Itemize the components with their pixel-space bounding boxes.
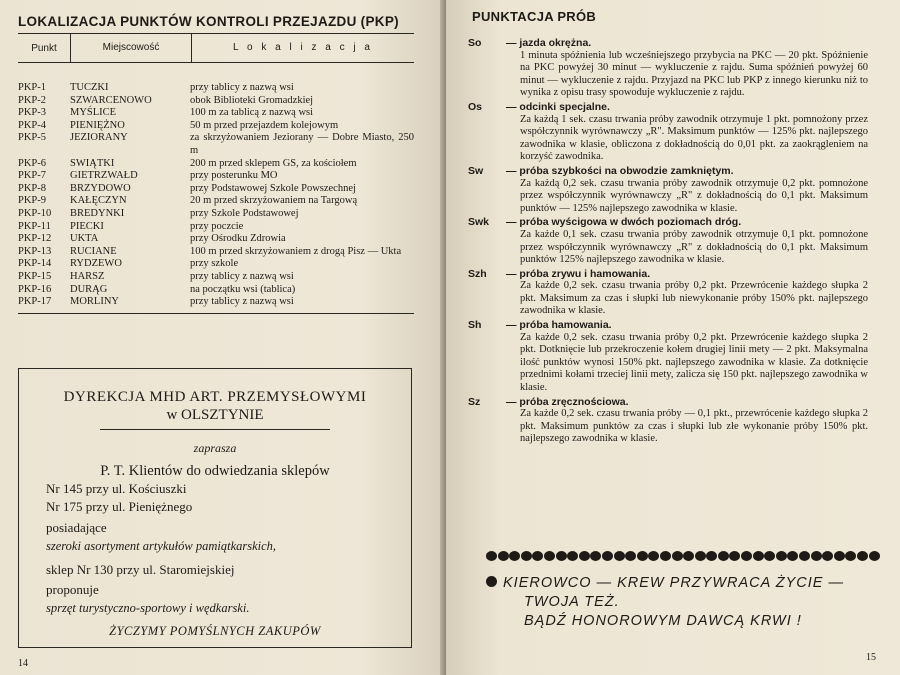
table-header	[18, 33, 414, 63]
cell-miejscowosc: KAŁĘCZYN	[70, 195, 127, 207]
cell-lokalizacja: przy Podstawowej Szkole Powszechnej	[190, 182, 356, 194]
scoring-item-heading	[468, 216, 868, 229]
cell-miejscowosc: HARSZ	[70, 270, 105, 282]
table-row	[18, 120, 414, 133]
scoring-item-title: — próba hamowania.	[506, 319, 612, 332]
header-miejscowosc: Miejscowość	[70, 34, 191, 62]
cell-punkt: PKP-11	[18, 220, 51, 232]
table-row	[18, 107, 414, 120]
cell-punkt: PKP-6	[18, 157, 47, 169]
scoring-item-code: Os	[468, 100, 483, 113]
slogan-line-1: KIEROWCO — KREW PRZYWRACA ŻYCIE —	[503, 575, 845, 591]
scoring-item-heading	[468, 319, 868, 332]
cell-miejscowosc: PIENIĘŻNO	[70, 119, 125, 131]
scoring-item	[468, 216, 868, 266]
bead-icon	[579, 551, 590, 561]
slogan-line-3: BĄDŹ HONOROWYM DAWCĄ KRWI !	[524, 613, 802, 629]
bead-icon	[602, 551, 613, 561]
cell-lokalizacja: przy posterunku MO	[190, 170, 278, 182]
cell-miejscowosc: BREDYNKI	[70, 207, 125, 219]
bead-icon	[857, 551, 868, 561]
table-row	[18, 82, 414, 95]
scoring-item-heading	[468, 37, 868, 50]
table-row	[18, 183, 414, 196]
scoring-item-heading	[468, 101, 868, 114]
scoring-item	[468, 319, 868, 395]
scoring-item-title: — próba zrywu i hamowania.	[506, 267, 651, 280]
ad-assortment-1: szeroki asortyment artykułów pamiątkarskich,	[46, 539, 277, 553]
slogan-line-2: TWOJA TEŻ.	[524, 594, 620, 610]
bead-icon	[729, 551, 740, 561]
right-page	[446, 0, 900, 675]
table-row	[18, 95, 414, 108]
cell-miejscowosc: TUCZKI	[70, 82, 109, 93]
scoring-item-title: — próba wyścigowa w dwóch poziomach dróg.	[506, 216, 742, 229]
cell-punkt: PKP-13	[18, 245, 52, 257]
table-body	[18, 82, 414, 314]
blood-donor-slogan	[486, 574, 886, 631]
bead-icon	[637, 551, 648, 561]
cell-punkt: PKP-1	[18, 82, 47, 93]
bead-icon	[567, 551, 578, 561]
bead-icon	[625, 551, 636, 561]
header-lokalizacja: L o k a l i z a c j a	[191, 34, 414, 62]
ad-offers: proponuje	[46, 582, 99, 597]
bead-icon	[683, 551, 694, 561]
cell-lokalizacja: przy tablicy z nazwą wsi	[190, 82, 294, 93]
page-number-right: 15	[866, 652, 876, 663]
ad-divider	[100, 429, 330, 430]
bead-icon	[532, 551, 543, 561]
bead-icon	[590, 551, 601, 561]
ad-invites: zaprasza	[193, 441, 237, 455]
cell-punkt: PKP-8	[18, 182, 47, 194]
cell-punkt: PKP-16	[18, 283, 52, 295]
scoring-item-title: — próba zręcznościowa.	[506, 395, 629, 408]
cell-punkt: PKP-10	[18, 207, 52, 219]
table-row	[18, 158, 414, 171]
cell-miejscowosc: BRZYDOWO	[70, 182, 131, 194]
cell-miejscowosc: DURĄG	[70, 283, 108, 295]
scoring-item-text: Za każdą 0,2 sek. czasu trwania próby zawodnik otrzymuje 0,2 pkt. pomnożone przez współczynnik wyrównawczy „R" z dokładnością do 0,1 pkt. Maksimum punktów — 125% najlepszego zawodnika w klasie.	[520, 177, 868, 214]
cell-lokalizacja: przy Szkole Podstawowej	[190, 207, 299, 219]
cell-lokalizacja: przy tablicy z nazwą wsi	[190, 270, 294, 282]
scoring-item-code: So	[468, 37, 482, 49]
cell-punkt: PKP-9	[18, 195, 47, 207]
cell-miejscowosc: MORLINY	[70, 296, 119, 308]
scoring-item	[468, 268, 868, 318]
cell-miejscowosc: SWIĄTKI	[70, 157, 115, 169]
scoring-item	[468, 37, 868, 100]
bullet-dot-icon	[486, 576, 497, 587]
cell-lokalizacja: 200 m przed sklepem GS, za kościołem	[190, 157, 357, 169]
bead-icon	[695, 551, 706, 561]
scoring-item-text: 1 minuta spóźnienia lub wcześniejszego przybycia na PKC — 20 pkt. Spóźnienie na PKC powyżej 30 minut — wykluczenie z rajdu. Suma spóźnień powyżej 60 minut — wykluczenie z rajdu. Przyjazd na PKC lub PKP z innego kierunku niż to wynika z opisu trasy spowoduje wykluczenie z rajdu.	[520, 49, 868, 99]
cell-punkt: PKP-2	[18, 94, 47, 106]
cell-punkt: PKP-12	[18, 233, 52, 245]
cell-punkt: PKP-3	[18, 107, 47, 119]
ad-closing: ŻYCZYMY POMYŚLNYCH ZAKUPÓW	[109, 624, 321, 638]
scoring-item	[468, 396, 868, 446]
cell-punkt: PKP-15	[18, 270, 52, 282]
cell-lokalizacja: przy szkole	[190, 258, 239, 270]
bead-icon	[660, 551, 671, 561]
table-row	[18, 284, 414, 297]
bead-icon	[544, 551, 555, 561]
page-number-left: 14	[18, 658, 28, 669]
cell-miejscowosc: GIETRZWAŁD	[70, 170, 138, 182]
cell-miejscowosc: RUCIANE	[70, 245, 117, 257]
cell-lokalizacja: obok Biblioteki Gromadzkiej	[190, 94, 314, 106]
table-row	[18, 246, 414, 259]
bead-icon	[486, 551, 497, 561]
table-row	[18, 221, 414, 234]
cell-punkt: PKP-5	[18, 132, 47, 144]
cell-lokalizacja: przy tablicy z nazwą wsi	[190, 296, 294, 308]
cell-lokalizacja: przy Ośrodku Zdrowia	[190, 233, 286, 245]
scoring-item-title: — jazda okrężna.	[506, 37, 592, 49]
bead-icon	[776, 551, 787, 561]
cell-lokalizacja: 100 m przed skrzyżowaniem z drogą Pisz — Ukta	[190, 245, 402, 257]
cell-miejscowosc: SZWARCENOWO	[70, 94, 152, 106]
scoring-item-heading	[468, 165, 868, 178]
bead-icon	[521, 551, 532, 561]
cell-lokalizacja: 20 m przed skrzyżowaniem na Targową	[190, 195, 358, 207]
bead-icon	[834, 551, 845, 561]
cell-punkt: PKP-17	[18, 296, 52, 308]
table-row	[18, 271, 414, 284]
cell-punkt: PKP-14	[18, 258, 52, 270]
cell-miejscowosc: PIECKI	[70, 220, 104, 232]
scoring-items	[468, 37, 868, 447]
scoring-item-text: Za każde 0,2 sek. czasu trwania próby 0,2 pkt. Przewrócenie każdego słupka 2 pkt. Dotknięcie lub przekroczenie kołem drugiej linii mety — 2 pkt. Maksymalna ilość punktów wynosi 150% pkt. najlepszego zawodnika w klasie. Za dotknięcie przednimi kołami trzeciej linii mety, zalicza się 150 pkt. najlepszego zawodnika w klasie.	[520, 331, 868, 394]
bead-icon	[672, 551, 683, 561]
shop-advertisement	[18, 368, 412, 648]
cell-lokalizacja: przy poczcie	[190, 220, 244, 232]
scoring-item	[468, 165, 868, 215]
bead-icon	[556, 551, 567, 561]
cell-miejscowosc: UKTA	[70, 233, 99, 245]
table-row	[18, 233, 414, 246]
left-page	[0, 0, 446, 675]
bead-icon	[753, 551, 764, 561]
header-punkt: Punkt	[31, 42, 57, 54]
scoring-title: PUNKTACJA PRÓB	[472, 9, 597, 24]
ad-shop-1: Nr 145 przy ul. Kościuszki	[46, 481, 187, 496]
ad-clients: P. T. Klientów do odwiedzania sklepów	[100, 463, 330, 479]
table-row	[18, 195, 414, 208]
bead-icon	[787, 551, 798, 561]
bead-icon	[845, 551, 856, 561]
ad-company-name: DYREKCJA MHD ART. PRZEMYSŁOWYMI	[63, 389, 367, 405]
scoring-item-text: Za każdą 1 sek. czasu trwania próby zawodnik otrzymuje 1 pkt. pomnożony przez współczynnik wyrównawczy „R". Maksimum punktów — 125% pkt. najlepszego zawodnika w klasie, obliczona z dokładnością do 0,01 pkt. za zaokrągleniem na korzyść zawodnika.	[520, 113, 868, 163]
table-row	[18, 132, 414, 157]
control-points-table	[18, 33, 414, 314]
cell-punkt: PKP-7	[18, 170, 47, 182]
scoring-item-title: — próba szybkości na obwodzie zamkniętym.	[506, 164, 734, 177]
scoring-item-code: Swk	[468, 216, 490, 229]
ad-shop-2: Nr 175 przy ul. Pieniężnego	[46, 499, 193, 514]
scoring-item-text: Za każde 0,2 sek. czasu trwania próby 0,2 pkt. Przewrócenie każdego słupka 2 pkt. Maksimum za czas i słupki lub niewykonanie próby 150% pkt. najlepszego zawodnika w klasie.	[520, 280, 868, 317]
cell-miejscowosc: MYŚLICE	[70, 107, 117, 119]
bead-icon	[498, 551, 509, 561]
scoring-item-code: Sh	[468, 319, 482, 332]
scoring-item-text: Za każde 0,2 sek. czasu trwania próby — 0,1 pkt., przewrócenie każdego słupka 2 pkt. Maksimum punktów za czas i słupki lub złe wykonanie próby 150% pkt. najlepszego zawodnika w klasie.	[520, 408, 868, 445]
bead-icon	[614, 551, 625, 561]
cell-lokalizacja: 50 m przed przejazdem kolejowym	[190, 119, 339, 131]
table-row	[18, 208, 414, 221]
cell-lokalizacja: na początku wsi (tablica)	[190, 283, 296, 295]
scoring-item	[468, 101, 868, 164]
bead-icon	[741, 551, 752, 561]
bead-icon	[764, 551, 775, 561]
control-points-title: LOKALIZACJA PUNKTÓW KONTROLI PRZEJAZDU (PKP)	[18, 14, 399, 29]
cell-miejscowosc: JEZIORANY	[70, 132, 128, 144]
scoring-item-title: — odcinki specjalne.	[506, 100, 610, 113]
table-row	[18, 258, 414, 271]
cell-punkt: PKP-4	[18, 119, 47, 131]
bead-icon	[811, 551, 822, 561]
cell-miejscowosc: RYDZEWO	[70, 258, 122, 270]
bead-icon	[509, 551, 520, 561]
cell-lokalizacja: za skrzyżowaniem Jeziorany — Dobre Miasto, 250 m	[190, 132, 414, 156]
table-row	[18, 170, 414, 183]
scoring-item-heading	[468, 268, 868, 281]
ad-assortment-2: sprzęt turystyczno-sportowy i wędkarski.	[46, 601, 250, 615]
bead-icon	[718, 551, 729, 561]
scoring-item-code: Szh	[468, 267, 487, 280]
ad-city: w OLSZTYNIE	[166, 407, 264, 423]
bead-icon	[869, 551, 880, 561]
bead-icon	[822, 551, 833, 561]
table-row	[18, 296, 414, 309]
scoring-item-code: Sz	[468, 395, 481, 408]
ad-having: posiadające	[46, 520, 107, 535]
scoring-item-code: Sw	[468, 164, 484, 177]
scoring-item-text: Za każde 0,1 sek. czasu trwania próby zawodnik otrzymuje 0,1 pkt. pomnożone przez współczynnik wyrównawczy „R" z dokładnością do 0,1 pkt. Maksimum punktów 125% najlepszego zawodnika w klasie.	[520, 228, 868, 266]
cell-lokalizacja: 100 m za tablicą z nazwą wsi	[190, 107, 314, 119]
bead-icon	[706, 551, 717, 561]
bead-icon	[648, 551, 659, 561]
scoring-item-heading	[468, 396, 868, 409]
bead-divider	[486, 551, 884, 563]
bead-icon	[799, 551, 810, 561]
ad-shop-3: sklep Nr 130 przy ul. Staromiejskiej	[46, 562, 235, 577]
